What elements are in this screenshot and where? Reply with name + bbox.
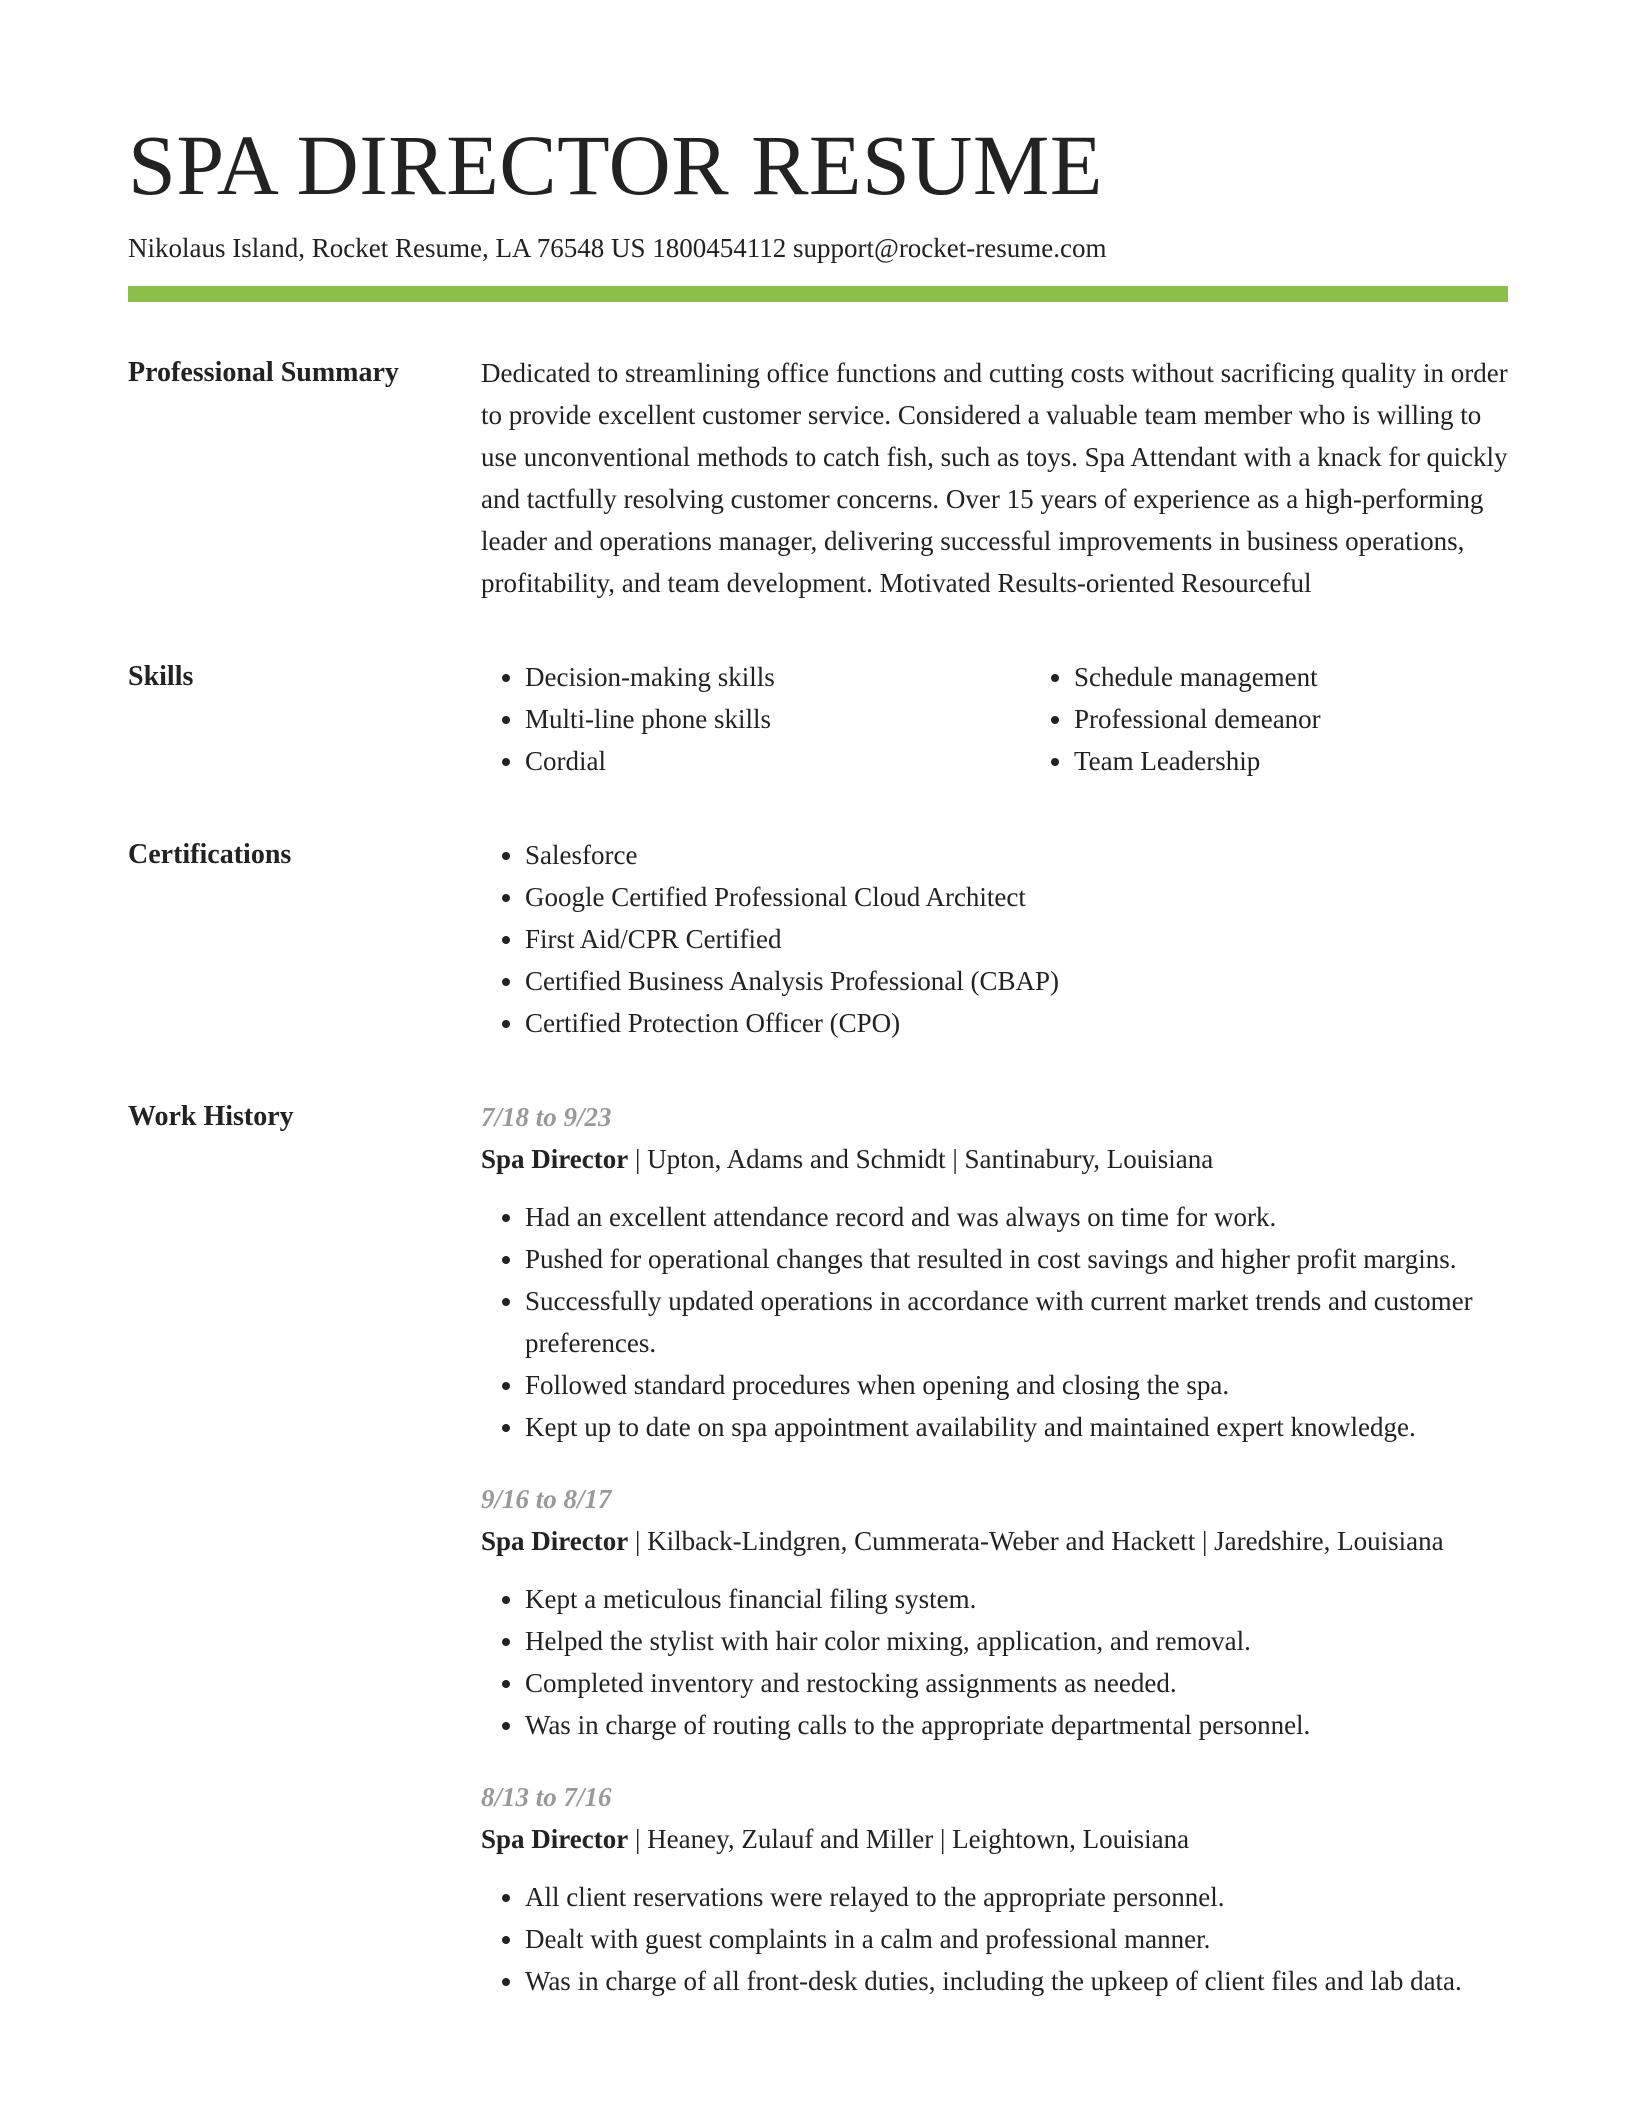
job-employer: | Heaney, Zulauf and Miller | Leightown, Louisiana <box>628 1823 1190 1854</box>
skill-item: • Multi-line phone skills <box>525 698 1030 740</box>
job-bullets <box>481 1196 1508 1448</box>
resume-page <box>128 118 1508 2032</box>
job-entry <box>481 1096 1508 1448</box>
job-bullet: • Was in charge of routing calls to the appropriate departmental personnel. <box>525 1704 1508 1746</box>
contact-line: Nikolaus Island, Rocket Resume, LA 76548 US 1800454112 support@rocket-resume.com <box>128 232 1107 263</box>
certifications-section <box>128 834 1508 1044</box>
certification-item: • Certified Business Analysis Professional (CBAP) <box>525 960 1508 1002</box>
job-date: 8/13 to 7/16 <box>481 1781 612 1812</box>
job-bullet: • All client reservations were relayed to the appropriate personnel. <box>525 1876 1508 1918</box>
certification-item: • Google Certified Professional Cloud Architect <box>525 876 1508 918</box>
job-bullet: • Followed standard procedures when opening and closing the spa. <box>525 1364 1508 1406</box>
summary-label: Professional Summary <box>128 356 399 388</box>
job-bullet: • Dealt with guest complaints in a calm and professional manner. <box>525 1918 1508 1960</box>
summary-text: Dedicated to streamlining office functions and cutting costs without sacrificing quality in order to provide excellent customer service. Considered a valuable team member who is willing to use unconventional methods to catch fish, such as toys. Spa Attendant with a knack for quickly and tactfully resolving customer concerns. Over 15 years of experience as a high-performing leader and operations manager, delivering successful improvements in business operations, profitability, and team development. Motivated Results-oriented Resourceful <box>481 357 1508 598</box>
job-employer: | Upton, Adams and Schmidt | Santinabury, Louisiana <box>628 1143 1214 1174</box>
skills-list-left <box>481 656 1030 782</box>
job-bullet: • Pushed for operational changes that resulted in cost savings and higher profit margins. <box>525 1238 1508 1280</box>
resume-title: SPA DIRECTOR RESUME <box>128 117 1103 213</box>
skill-item: • Professional demeanor <box>1074 698 1579 740</box>
job-title: Spa Director <box>481 1525 629 1556</box>
job-date: 7/18 to 9/23 <box>481 1101 612 1132</box>
certification-item: • Certified Protection Officer (CPO) <box>525 1002 1508 1044</box>
job-bullet: • Kept up to date on spa appointment availability and maintained expert knowledge. <box>525 1406 1508 1448</box>
job-heading <box>481 1818 1508 1860</box>
certifications-list <box>481 834 1508 1044</box>
job-bullet: • Kept a meticulous financial filing system. <box>525 1578 1508 1620</box>
skill-item: • Team Leadership <box>1074 740 1579 782</box>
certifications-label: Certifications <box>128 838 292 870</box>
job-employer: | Kilback-Lindgren, Cummerata-Weber and Hackett | Jaredshire, Louisiana <box>628 1525 1444 1556</box>
skills-list-right <box>1030 656 1579 782</box>
job-bullet: • Completed inventory and restocking assignments as needed. <box>525 1662 1508 1704</box>
job-heading <box>481 1520 1508 1562</box>
summary-section <box>128 352 1508 604</box>
job-date: 9/16 to 8/17 <box>481 1483 612 1514</box>
skill-item: • Cordial <box>525 740 1030 782</box>
certification-item: • First Aid/CPR Certified <box>525 918 1508 960</box>
skills-label: Skills <box>128 660 194 692</box>
skill-item: • Schedule management <box>1074 656 1579 698</box>
job-entry <box>481 1478 1508 1746</box>
job-entry <box>481 1776 1508 2002</box>
job-bullets <box>481 1876 1508 2002</box>
job-bullets <box>481 1578 1508 1746</box>
job-bullet: • Was in charge of all front-desk duties, including the upkeep of client files and lab data. <box>525 1960 1508 2002</box>
accent-divider <box>128 286 1508 302</box>
job-bullet: • Helped the stylist with hair color mixing, application, and removal. <box>525 1620 1508 1662</box>
skills-section <box>128 656 1508 782</box>
job-title: Spa Director <box>481 1143 629 1174</box>
job-bullet: • Had an excellent attendance record and was always on time for work. <box>525 1196 1508 1238</box>
job-bullet: • Successfully updated operations in accordance with current market trends and customer preferences. <box>525 1280 1508 1364</box>
work-history-label: Work History <box>128 1100 294 1132</box>
certification-item: • Salesforce <box>525 834 1508 876</box>
work-history-section <box>128 1096 1508 2032</box>
skill-item: • Decision-making skills <box>525 656 1030 698</box>
job-heading <box>481 1138 1508 1180</box>
job-title: Spa Director <box>481 1823 629 1854</box>
